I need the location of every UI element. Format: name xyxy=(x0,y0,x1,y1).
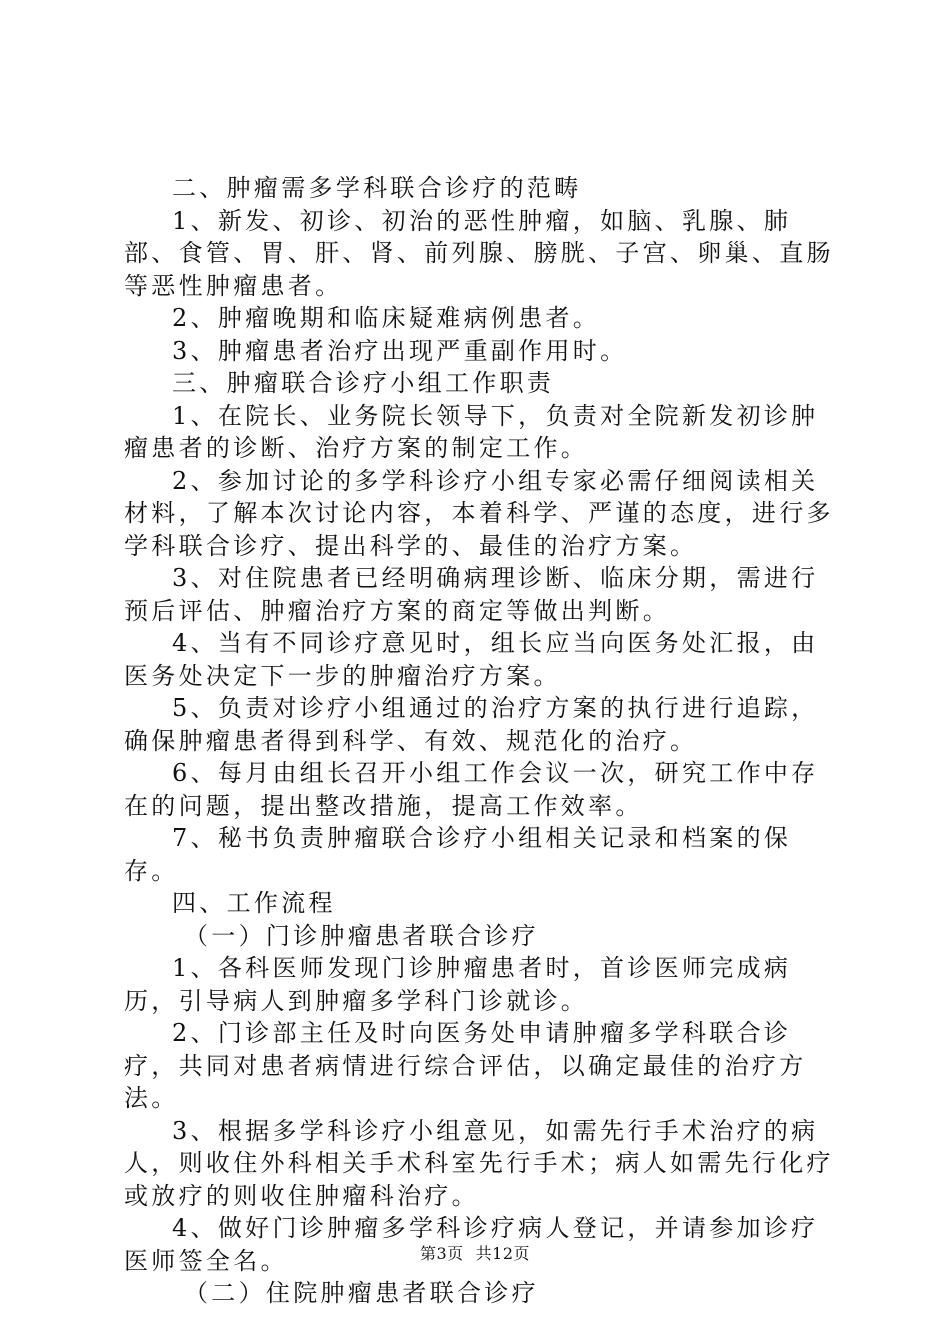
paragraph: 1、新发、初诊、初治的恶性肿瘤，如脑、乳腺、肺部、食管、胃、肝、肾、前列腺、膀胱、子宫、卵巢、直肠等恶性肿瘤患者。 xyxy=(124,206,834,300)
section-heading: 三、肿瘤联合诊疗小组工作职责 xyxy=(172,369,555,397)
paragraph: 5、负责对诊疗小组通过的治疗方案的执行进行追踪，确保肿瘤患者得到科学、有效、规范化的治疗。 xyxy=(124,694,819,755)
paragraph: 4、做好门诊肿瘤多学科诊疗病人登记，并请参加诊疗医师签全名。 xyxy=(124,1214,819,1275)
paragraph: 4、当有不同诊疗意见时，组长应当向医务处汇报，由医务处决定下一步的肿瘤治疗方案。 xyxy=(124,629,819,690)
page-total: 共12页 xyxy=(475,1244,531,1263)
subsection-heading: （一）门诊肿瘤患者联合诊疗 xyxy=(184,921,539,950)
paragraph: 1、在院长、业务院长领导下，负责对全院新发初诊肿瘤患者的诊断、治疗方案的制定工作。 xyxy=(124,401,819,462)
paragraph: 1、各科医师发现门诊肿瘤患者时，首诊医师完成病历，引导病人到肿瘤多学科门诊就诊。 xyxy=(124,954,792,1015)
document-body xyxy=(124,172,836,1310)
subsection-heading: （二）住院肿瘤患者联合诊疗 xyxy=(184,1279,539,1307)
paragraph: 3、根据多学科诊疗小组意见，如需先行手术治疗的病人，则收住外科相关手术科室先行手术；病人如需先行化疗或放疗的则收住肿瘤科治疗。 xyxy=(124,1116,834,1210)
paragraph: 3、肿瘤患者治疗出现严重副作用时。 xyxy=(172,336,628,365)
page-number: 第3页 xyxy=(419,1244,464,1263)
section-heading: 二、肿瘤需多学科联合诊疗的范畴 xyxy=(172,174,582,202)
paragraph: 7、秘书负责肿瘤联合诊疗小组相关记录和档案的保存。 xyxy=(124,824,792,885)
section-heading: 四、工作流程 xyxy=(172,889,336,917)
paragraph: 6、每月由组长召开小组工作会议一次，研究工作中存在的问题，提出整改措施，提高工作效率。 xyxy=(124,759,819,820)
page-footer xyxy=(0,1244,950,1264)
paragraph: 2、参加讨论的多学科诊疗小组专家必需仔细阅读相关材料，了解本次讨论内容，本着科学、严谨的态度，进行多学科联合诊疗、提出科学的、最佳的治疗方案。 xyxy=(124,466,834,560)
paragraph: 3、对住院患者已经明确病理诊断、临床分期，需进行预后评估、肿瘤治疗方案的商定等做出判断。 xyxy=(124,564,819,625)
paragraph: 2、肿瘤晚期和临床疑难病例患者。 xyxy=(172,304,601,332)
paragraph: 2、门诊部主任及时向医务处申请肿瘤多学科联合诊疗，共同对患者病情进行综合评估，以确定最佳的治疗方法。 xyxy=(124,1019,807,1112)
